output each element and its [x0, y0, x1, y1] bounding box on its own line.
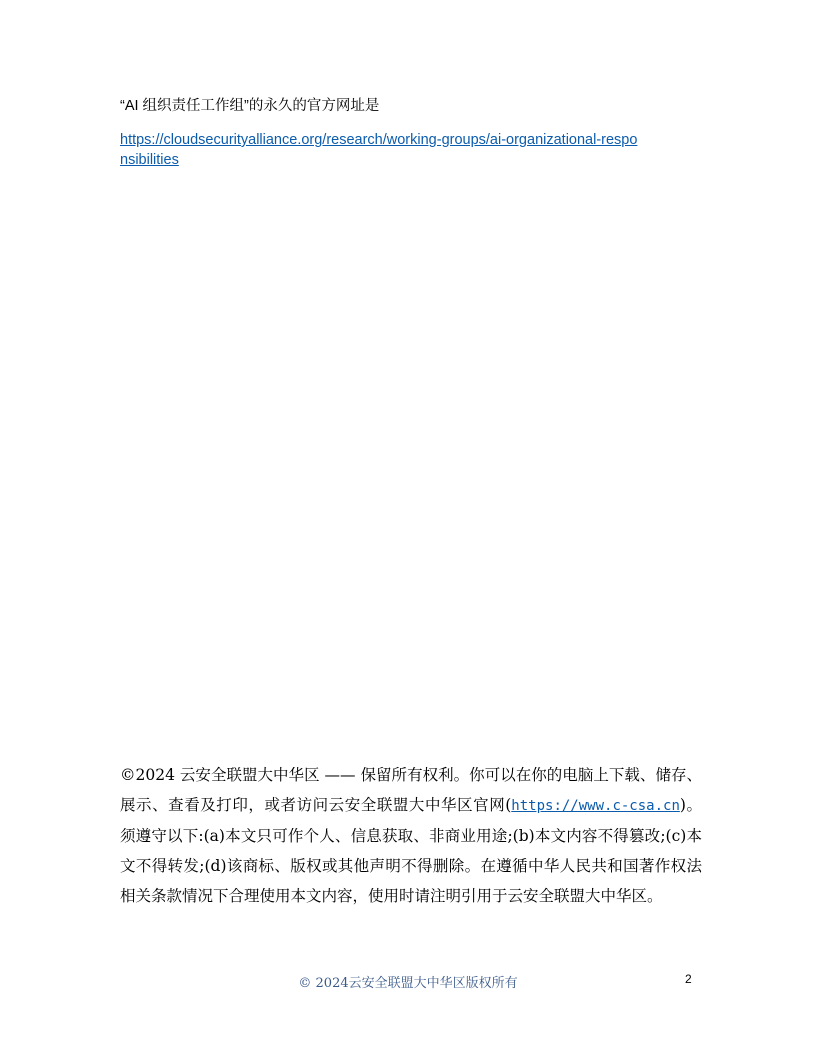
page-number: 2 — [685, 972, 692, 986]
working-group-url-link[interactable]: https://cloudsecurityalliance.org/research/working-groups/ai-organizational-responsibilities — [120, 132, 638, 168]
copyright-text-before-link: ©2024 云安全联盟大中华区 —— 保留所有权利。你可以在你的电脑上下载、储存、展示、查看及打印，或者访问云安全联盟大中华区官网( — [120, 766, 702, 814]
copyright-notice — [120, 760, 702, 911]
csa-gc-website-link[interactable]: https://www.c-csa.cn — [511, 798, 680, 814]
copyright-text-after-link: )。须遵守以下:(a)本文只可作个人、信息获取、非商业用途;(b)本文内容不得篡改;(c)本文不得转发;(d)该商标、版权或其他声明不得删除。在遵循中华人民共和国著作权法相关条款情况下合理使用本文内容，使用时请注明引用于云安全联盟大中华区。 — [120, 796, 702, 905]
page-footer-copyright: © 2024云安全联盟大中华区版权所有 — [298, 976, 518, 991]
official-url-intro: “AI 组织责任工作组”的永久的官方网址是 — [120, 98, 380, 114]
